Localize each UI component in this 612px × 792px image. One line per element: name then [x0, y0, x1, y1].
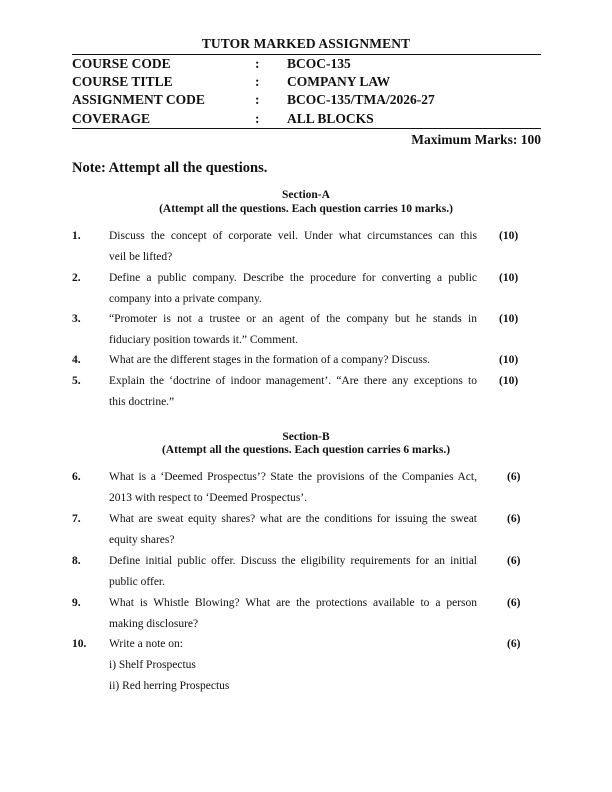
- question-number: 3.: [72, 313, 81, 325]
- maximum-marks: Maximum Marks: 100: [411, 132, 541, 147]
- note-instruction: Note: Attempt all the questions.: [72, 160, 268, 176]
- question-marks: (6): [507, 555, 521, 567]
- question-line: i) Shelf Prospectus: [109, 659, 196, 671]
- question-line: fiduciary position towards it.” Comment.: [109, 334, 299, 346]
- question-line: Explain the ‘doctrine of indoor management’. “Are there any exceptions to: [109, 375, 477, 387]
- question-line: public offer.: [109, 576, 165, 588]
- question-line: What is Whistle Blowing? What are the protections available to a person: [109, 597, 477, 609]
- question-text: [109, 593, 477, 635]
- question-number: 2.: [72, 272, 81, 284]
- course-title-value: COMPANY LAW: [287, 74, 391, 89]
- question-marks: (6): [507, 597, 521, 609]
- coverage-separator: :: [255, 111, 260, 126]
- question-number: 7.: [72, 513, 81, 525]
- question-text: [109, 350, 477, 371]
- question-line: ii) Red herring Prospectus: [109, 680, 230, 692]
- question-marks: (10): [499, 313, 519, 325]
- course-title-row: [72, 74, 542, 93]
- question-marks: (10): [499, 230, 519, 242]
- question-number: 5.: [72, 375, 81, 387]
- course-code-value: BCOC-135: [287, 56, 351, 71]
- question-line: veil be lifted?: [109, 251, 173, 263]
- question-number: 6.: [72, 471, 81, 483]
- question-marks: (10): [499, 354, 519, 366]
- question-line: What is a ‘Deemed Prospectus’? State the provisions of the Companies Act,: [109, 471, 477, 483]
- question-text: [109, 309, 477, 351]
- question-line: making disclosure?: [109, 618, 199, 630]
- course-title-separator: :: [255, 74, 260, 89]
- question-text: [109, 371, 477, 413]
- document-title: TUTOR MARKED ASSIGNMENT: [201, 36, 411, 51]
- question-number: 4.: [72, 354, 81, 366]
- question-line: What are the different stages in the formation of a company? Discuss.: [109, 354, 431, 366]
- question-text: [109, 467, 477, 509]
- course-code-label: COURSE CODE: [72, 56, 171, 71]
- section-a-title: Section-A: [282, 189, 330, 201]
- question-line: Define a public company. Describe the procedure for converting a public: [109, 272, 477, 284]
- assignment-code-separator: :: [255, 92, 260, 107]
- question-marks: (6): [507, 471, 521, 483]
- section-a-subtitle: (Attempt all the questions. Each question carries 10 marks.): [159, 203, 453, 215]
- question-line: this doctrine.”: [109, 396, 175, 408]
- question-number: 8.: [72, 555, 81, 567]
- question-marks: (10): [499, 272, 519, 284]
- assignment-code-label: ASSIGNMENT CODE: [72, 92, 205, 107]
- question-line: Define initial public offer. Discuss the eligibility requirements for an initial: [109, 555, 477, 567]
- assignment-code-value: BCOC-135/TMA/2026-27: [287, 92, 435, 107]
- question-text: [109, 509, 477, 551]
- coverage-label: COVERAGE: [72, 111, 151, 126]
- question-text: [109, 226, 477, 268]
- question-line: 2013 with respect to ‘Deemed Prospectus’.: [109, 492, 308, 504]
- section-b-title: Section-B: [282, 431, 330, 443]
- question-line: Write a note on:: [109, 638, 183, 650]
- question-number: 10.: [72, 638, 87, 650]
- question-marks: (6): [507, 638, 521, 650]
- section-b-subtitle: (Attempt all the questions. Each question carries 6 marks.): [161, 444, 451, 456]
- course-code-separator: :: [255, 56, 260, 71]
- question-line: equity shares?: [109, 534, 175, 546]
- coverage-value: ALL BLOCKS: [287, 111, 374, 126]
- question-text: [109, 268, 477, 310]
- question-marks: (6): [507, 513, 521, 525]
- question-number: 1.: [72, 230, 81, 242]
- course-code-row: [72, 56, 542, 75]
- question-text: [109, 551, 477, 593]
- question-line: Discuss the concept of corporate veil. Under what circumstances can this: [109, 230, 477, 242]
- question-line: company into a private company.: [109, 293, 262, 305]
- question-number: 9.: [72, 597, 81, 609]
- header-bottom-rule: [72, 128, 541, 129]
- assignment-code-row: [72, 92, 542, 111]
- header-top-rule: [72, 54, 541, 55]
- course-title-label: COURSE TITLE: [72, 74, 173, 89]
- question-marks: (10): [499, 375, 519, 387]
- question-text: [109, 634, 477, 697]
- question-line: What are sweat equity shares? what are the conditions for issuing the sweat: [109, 513, 477, 525]
- question-line: “Promoter is not a trustee or an agent of the company but he stands in: [109, 313, 477, 325]
